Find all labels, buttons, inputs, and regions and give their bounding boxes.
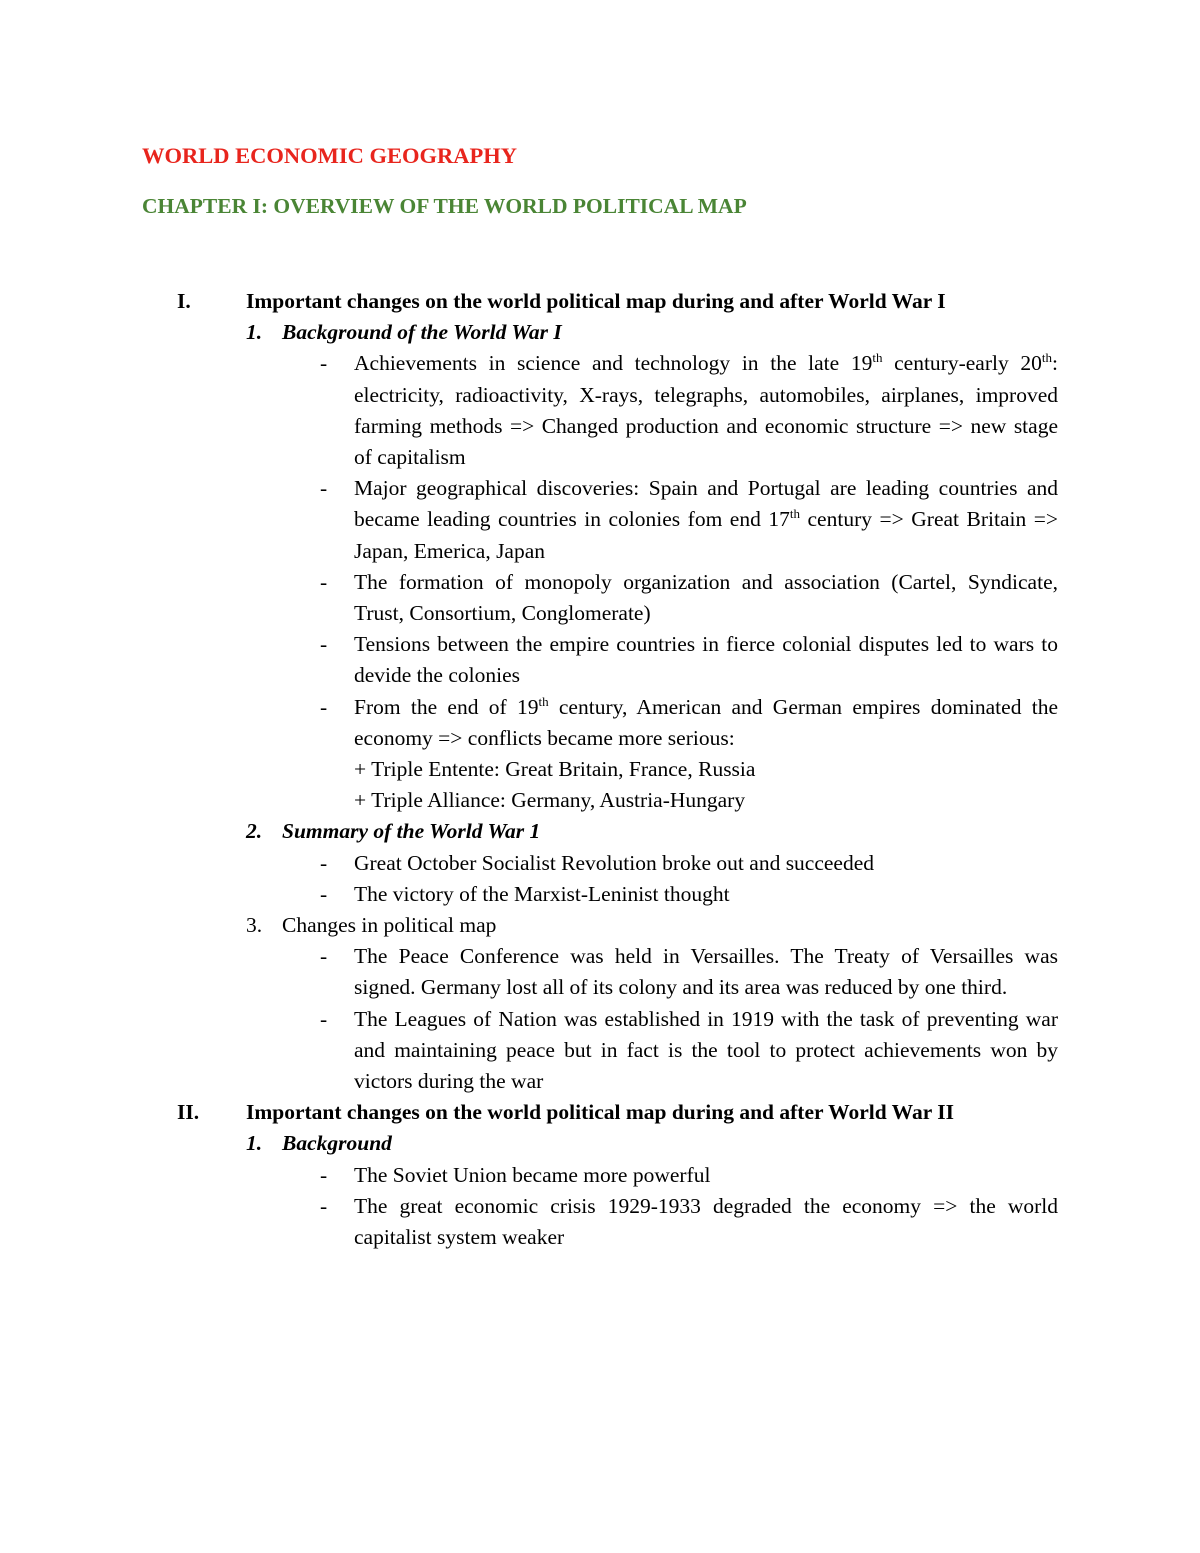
bullet-dash: - bbox=[320, 944, 328, 969]
bullet-dash: - bbox=[320, 1193, 328, 1218]
list-item: - Major geographical discoveries: Spain and Portugal are leading countries and became leading countries in colonies fom end 17th century => Great Britain => Japan, Emerica, Japan bbox=[282, 473, 1058, 567]
section-number: I. bbox=[177, 289, 191, 313]
section-title: Important changes on the world political map during and after World War II bbox=[246, 1100, 954, 1125]
list-item: - The Soviet Union became more powerful bbox=[282, 1160, 1058, 1191]
subsection-title: Background bbox=[282, 1131, 392, 1156]
subsection-number: 1. bbox=[246, 320, 263, 345]
subsection-number: 3. bbox=[246, 913, 263, 938]
bullet-dash: - bbox=[320, 632, 328, 657]
list-item: - Great October Socialist Revolution broke out and succeeded bbox=[282, 848, 1058, 879]
bullet-dash: - bbox=[320, 476, 328, 501]
document-title: WORLD ECONOMIC GEOGRAPHY bbox=[142, 143, 518, 168]
bullet-dash: - bbox=[320, 1006, 328, 1031]
subsection-title: Changes in political map bbox=[282, 913, 497, 938]
list-item: - The Peace Conference was held in Versailles. The Treaty of Versailles was signed. Germany lost all of its colony and its area was reduced by one third. bbox=[282, 941, 1058, 1003]
list-item: - The victory of the Marxist-Leninist thought bbox=[282, 879, 1058, 910]
subsection-1-background bbox=[246, 1128, 1058, 1253]
subsection-2-summary bbox=[246, 816, 1058, 910]
bullet-dash: - bbox=[320, 850, 328, 875]
list-item: - The great economic crisis 1929-1933 degraded the economy => the world capitalist system weaker bbox=[282, 1191, 1058, 1253]
bullet-dash: - bbox=[320, 351, 328, 376]
subsection-number: 1. bbox=[246, 1131, 263, 1156]
section-1 bbox=[142, 286, 1058, 1097]
subsection-3-changes bbox=[246, 910, 1058, 1097]
list-item: - The formation of monopoly organization and association (Cartel, Syndicate, Trust, Consortium, Conglomerate) bbox=[282, 567, 1058, 629]
bullet-dash: - bbox=[320, 1162, 328, 1187]
list-item: - Tensions between the empire countries in fierce colonial disputes led to wars to devide the colonies bbox=[282, 629, 1058, 691]
document-body bbox=[142, 286, 1058, 1253]
bullet-dash: - bbox=[320, 569, 328, 594]
bullet-dash: - bbox=[320, 694, 328, 719]
section-number: II. bbox=[177, 1100, 200, 1125]
section-2 bbox=[142, 1097, 1058, 1253]
chapter-title: CHAPTER I: OVERVIEW OF THE WORLD POLITICAL MAP bbox=[142, 194, 747, 218]
list-item: - The Leagues of Nation was established in 1919 with the task of preventing war and maintaining peace but in fact is the tool to protect achievements won by victors during the war bbox=[282, 1004, 1058, 1098]
subsection-title: Background of the World War I bbox=[282, 320, 562, 345]
subsection-1-background bbox=[246, 317, 1058, 816]
plus-item: + Triple Alliance: Germany, Austria-Hungary bbox=[354, 788, 746, 813]
section-title: Important changes on the world political map during and after World War I bbox=[246, 289, 946, 313]
subsection-title: Summary of the World War 1 bbox=[282, 819, 541, 844]
subsection-number: 2. bbox=[246, 819, 263, 844]
list-item: - Achievements in science and technology in the late 19th century-early 20th: electricity, radioactivity, X-rays, telegraphs, automobiles, airplanes, improved farming methods => Changed production and economic structure => new stage of capitalism bbox=[320, 350, 1058, 470]
list-item: - From the end of 19th century, American and German empires dominated the economy => conflicts became more serious: bbox=[320, 693, 1059, 750]
plus-item: + Triple Entente: Great Britain, France, Russia bbox=[354, 757, 756, 782]
bullet-dash: - bbox=[320, 881, 328, 906]
